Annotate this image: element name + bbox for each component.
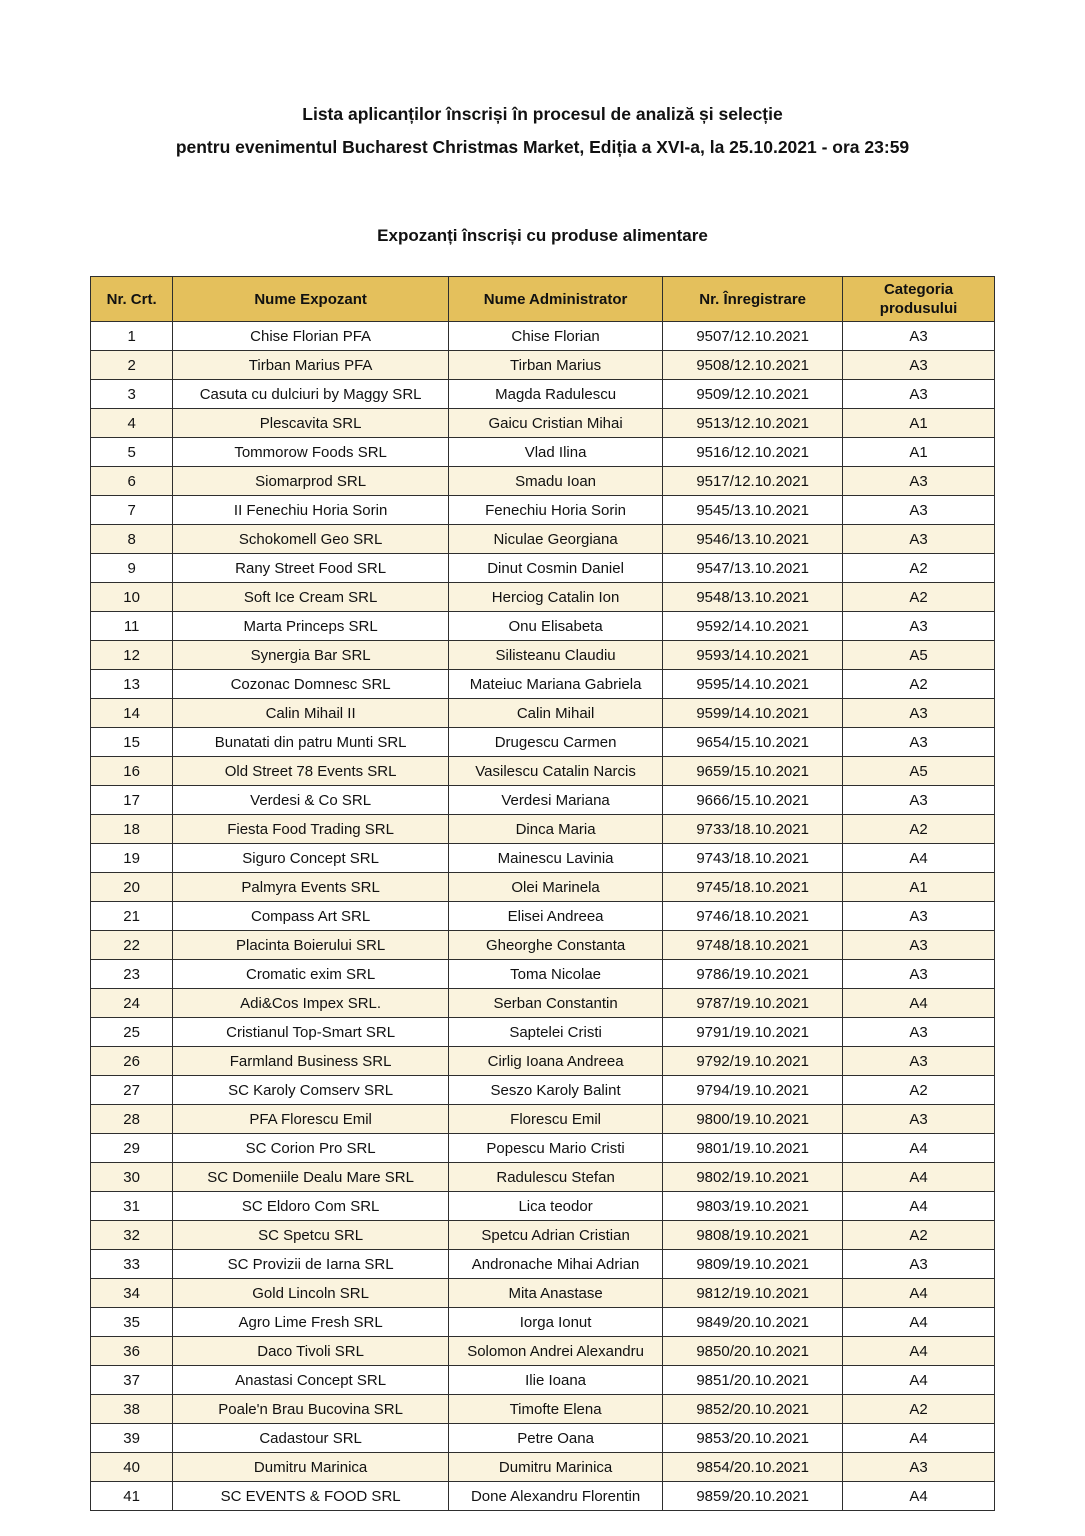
table-row bbox=[91, 728, 995, 757]
table-cell-nume-expozant: Calin Mihail II bbox=[173, 699, 449, 728]
table-row bbox=[91, 757, 995, 786]
table-row bbox=[91, 1018, 995, 1047]
table-cell-categoria-produsului: A2 bbox=[843, 670, 995, 699]
applicants-table bbox=[90, 276, 995, 1511]
table-cell-categoria-produsului: A3 bbox=[843, 699, 995, 728]
table-cell-categoria-produsului: A3 bbox=[843, 322, 995, 351]
table-cell-nume-expozant: Synergia Bar SRL bbox=[173, 641, 449, 670]
table-cell-nume-expozant: II Fenechiu Horia Sorin bbox=[173, 496, 449, 525]
table-cell-nr-inregistrare: 9787/19.10.2021 bbox=[663, 989, 843, 1018]
table-cell-categoria-produsului: A4 bbox=[843, 1337, 995, 1366]
table-cell-categoria-produsului: A3 bbox=[843, 1453, 995, 1482]
table-cell-nume-expozant: Soft Ice Cream SRL bbox=[173, 583, 449, 612]
table-cell-nr-crt: 11 bbox=[91, 612, 173, 641]
table-cell-nume-expozant: Cozonac Domnesc SRL bbox=[173, 670, 449, 699]
column-header-nume-administrator: Nume Administrator bbox=[448, 277, 662, 322]
table-cell-nume-expozant: Schokomell Geo SRL bbox=[173, 525, 449, 554]
table-cell-nr-inregistrare: 9850/20.10.2021 bbox=[663, 1337, 843, 1366]
table-cell-nume-expozant: Compass Art SRL bbox=[173, 902, 449, 931]
table-cell-nume-expozant: Siomarprod SRL bbox=[173, 467, 449, 496]
table-cell-nume-administrator: Solomon Andrei Alexandru bbox=[448, 1337, 662, 1366]
table-cell-nume-administrator: Mainescu Lavinia bbox=[448, 844, 662, 873]
table-cell-nr-crt: 41 bbox=[91, 1482, 173, 1511]
table-cell-nume-administrator: Dumitru Marinica bbox=[448, 1453, 662, 1482]
document-title-line1: Lista aplicanților înscriși în procesul de analiză și selecție bbox=[302, 104, 783, 124]
column-header-nr-inregistrare: Nr. Înregistrare bbox=[663, 277, 843, 322]
table-cell-nume-administrator: Iorga Ionut bbox=[448, 1308, 662, 1337]
table-cell-nume-expozant: Marta Princeps SRL bbox=[173, 612, 449, 641]
table-cell-nume-administrator: Herciog Catalin Ion bbox=[448, 583, 662, 612]
table-cell-nume-administrator: Smadu Ioan bbox=[448, 467, 662, 496]
table-cell-nr-crt: 17 bbox=[91, 786, 173, 815]
table-cell-categoria-produsului: A4 bbox=[843, 1308, 995, 1337]
table-cell-categoria-produsului: A3 bbox=[843, 1105, 995, 1134]
table-row bbox=[91, 931, 995, 960]
table-cell-categoria-produsului: A3 bbox=[843, 728, 995, 757]
table-row bbox=[91, 554, 995, 583]
table-cell-nr-crt: 14 bbox=[91, 699, 173, 728]
table-cell-nume-administrator: Dinca Maria bbox=[448, 815, 662, 844]
table-cell-categoria-produsului: A3 bbox=[843, 380, 995, 409]
table-cell-nr-crt: 12 bbox=[91, 641, 173, 670]
table-cell-nume-administrator: Seszo Karoly Balint bbox=[448, 1076, 662, 1105]
table-cell-nr-crt: 4 bbox=[91, 409, 173, 438]
table-cell-nume-administrator: Saptelei Cristi bbox=[448, 1018, 662, 1047]
table-row bbox=[91, 670, 995, 699]
table-cell-categoria-produsului: A2 bbox=[843, 583, 995, 612]
table-cell-categoria-produsului: A4 bbox=[843, 1163, 995, 1192]
table-cell-categoria-produsului: A1 bbox=[843, 409, 995, 438]
table-cell-nume-expozant: Bunatati din patru Munti SRL bbox=[173, 728, 449, 757]
table-cell-categoria-produsului: A4 bbox=[843, 1192, 995, 1221]
table-cell-categoria-produsului: A3 bbox=[843, 351, 995, 380]
table-cell-nr-inregistrare: 9517/12.10.2021 bbox=[663, 467, 843, 496]
table-cell-nr-inregistrare: 9849/20.10.2021 bbox=[663, 1308, 843, 1337]
table-cell-nr-inregistrare: 9654/15.10.2021 bbox=[663, 728, 843, 757]
table-row bbox=[91, 1308, 995, 1337]
table-cell-nr-crt: 31 bbox=[91, 1192, 173, 1221]
table-cell-nume-expozant: Daco Tivoli SRL bbox=[173, 1337, 449, 1366]
table-cell-categoria-produsului: A2 bbox=[843, 1221, 995, 1250]
table-cell-nume-expozant: SC Corion Pro SRL bbox=[173, 1134, 449, 1163]
table-row bbox=[91, 641, 995, 670]
table-cell-nr-crt: 35 bbox=[91, 1308, 173, 1337]
table-row bbox=[91, 960, 995, 989]
table-cell-nr-inregistrare: 9859/20.10.2021 bbox=[663, 1482, 843, 1511]
table-cell-nr-inregistrare: 9800/19.10.2021 bbox=[663, 1105, 843, 1134]
table-cell-nr-crt: 36 bbox=[91, 1337, 173, 1366]
table-cell-categoria-produsului: A3 bbox=[843, 612, 995, 641]
table-cell-nr-crt: 10 bbox=[91, 583, 173, 612]
table-cell-nume-administrator: Timofte Elena bbox=[448, 1395, 662, 1424]
table-row bbox=[91, 467, 995, 496]
table-cell-nr-inregistrare: 9548/13.10.2021 bbox=[663, 583, 843, 612]
table-cell-nume-administrator: Florescu Emil bbox=[448, 1105, 662, 1134]
table-cell-nume-administrator: Popescu Mario Cristi bbox=[448, 1134, 662, 1163]
table-cell-nr-crt: 28 bbox=[91, 1105, 173, 1134]
table-cell-nr-crt: 38 bbox=[91, 1395, 173, 1424]
table-row bbox=[91, 612, 995, 641]
table-cell-nume-administrator: Radulescu Stefan bbox=[448, 1163, 662, 1192]
table-cell-categoria-produsului: A4 bbox=[843, 1279, 995, 1308]
applicants-table-body bbox=[91, 322, 995, 1511]
table-cell-categoria-produsului: A5 bbox=[843, 641, 995, 670]
table-cell-nume-administrator: Magda Radulescu bbox=[448, 380, 662, 409]
table-row bbox=[91, 815, 995, 844]
document-title bbox=[0, 0, 1085, 164]
table-cell-nume-expozant: PFA Florescu Emil bbox=[173, 1105, 449, 1134]
table-cell-nr-inregistrare: 9748/18.10.2021 bbox=[663, 931, 843, 960]
table-cell-nume-expozant: SC Eldoro Com SRL bbox=[173, 1192, 449, 1221]
table-cell-nr-inregistrare: 9786/19.10.2021 bbox=[663, 960, 843, 989]
table-cell-nume-expozant: Palmyra Events SRL bbox=[173, 873, 449, 902]
table-row bbox=[91, 1395, 995, 1424]
table-cell-nume-administrator: Done Alexandru Florentin bbox=[448, 1482, 662, 1511]
section-subtitle: Expozanți înscriși cu produse alimentare bbox=[377, 226, 708, 245]
table-row bbox=[91, 1250, 995, 1279]
table-cell-nume-administrator: Drugescu Carmen bbox=[448, 728, 662, 757]
document-title-line2: pentru evenimentul Bucharest Christmas Market, Ediția a XVI-a, la 25.10.2021 - ora 23:59 bbox=[175, 137, 910, 157]
table-cell-categoria-produsului: A3 bbox=[843, 902, 995, 931]
table-row bbox=[91, 1047, 995, 1076]
table-row bbox=[91, 438, 995, 467]
table-cell-nume-expozant: Cristianul Top-Smart SRL bbox=[173, 1018, 449, 1047]
table-cell-nr-crt: 40 bbox=[91, 1453, 173, 1482]
table-cell-nr-inregistrare: 9546/13.10.2021 bbox=[663, 525, 843, 554]
table-cell-categoria-produsului: A3 bbox=[843, 786, 995, 815]
table-cell-nr-inregistrare: 9803/19.10.2021 bbox=[663, 1192, 843, 1221]
table-cell-nume-administrator: Gaicu Cristian Mihai bbox=[448, 409, 662, 438]
table-cell-nr-inregistrare: 9595/14.10.2021 bbox=[663, 670, 843, 699]
table-row bbox=[91, 1482, 995, 1511]
table-cell-nr-inregistrare: 9593/14.10.2021 bbox=[663, 641, 843, 670]
table-cell-nume-administrator: Olei Marinela bbox=[448, 873, 662, 902]
table-cell-nr-inregistrare: 9545/13.10.2021 bbox=[663, 496, 843, 525]
table-row bbox=[91, 525, 995, 554]
table-cell-nr-crt: 32 bbox=[91, 1221, 173, 1250]
table-cell-nr-crt: 19 bbox=[91, 844, 173, 873]
table-cell-nr-inregistrare: 9659/15.10.2021 bbox=[663, 757, 843, 786]
table-cell-nume-expozant: Cromatic exim SRL bbox=[173, 960, 449, 989]
table-cell-nr-crt: 26 bbox=[91, 1047, 173, 1076]
table-cell-nume-administrator: Dinut Cosmin Daniel bbox=[448, 554, 662, 583]
table-cell-categoria-produsului: A4 bbox=[843, 844, 995, 873]
table-cell-nr-inregistrare: 9809/19.10.2021 bbox=[663, 1250, 843, 1279]
table-cell-nr-inregistrare: 9792/19.10.2021 bbox=[663, 1047, 843, 1076]
table-cell-nume-expozant: Tirban Marius PFA bbox=[173, 351, 449, 380]
table-cell-nume-expozant: SC Provizii de Iarna SRL bbox=[173, 1250, 449, 1279]
table-cell-nr-inregistrare: 9508/12.10.2021 bbox=[663, 351, 843, 380]
applicants-table-header bbox=[91, 277, 995, 322]
table-row bbox=[91, 1453, 995, 1482]
table-cell-nr-inregistrare: 9746/18.10.2021 bbox=[663, 902, 843, 931]
table-cell-nume-expozant: Poale'n Brau Bucovina SRL bbox=[173, 1395, 449, 1424]
table-cell-categoria-produsului: A4 bbox=[843, 1134, 995, 1163]
table-cell-nr-crt: 23 bbox=[91, 960, 173, 989]
table-cell-nr-inregistrare: 9516/12.10.2021 bbox=[663, 438, 843, 467]
table-cell-nume-expozant: SC Karoly Comserv SRL bbox=[173, 1076, 449, 1105]
table-row bbox=[91, 1424, 995, 1453]
table-cell-nr-inregistrare: 9513/12.10.2021 bbox=[663, 409, 843, 438]
table-cell-nr-inregistrare: 9801/19.10.2021 bbox=[663, 1134, 843, 1163]
table-cell-nume-expozant: Adi&Cos Impex SRL. bbox=[173, 989, 449, 1018]
table-cell-nr-crt: 29 bbox=[91, 1134, 173, 1163]
table-row bbox=[91, 1163, 995, 1192]
table-cell-nume-administrator: Vasilescu Catalin Narcis bbox=[448, 757, 662, 786]
table-cell-nume-expozant: Fiesta Food Trading SRL bbox=[173, 815, 449, 844]
table-cell-nr-crt: 27 bbox=[91, 1076, 173, 1105]
table-cell-nr-inregistrare: 9808/19.10.2021 bbox=[663, 1221, 843, 1250]
table-cell-nr-crt: 2 bbox=[91, 351, 173, 380]
table-cell-nume-expozant: SC EVENTS & FOOD SRL bbox=[173, 1482, 449, 1511]
table-cell-nr-crt: 22 bbox=[91, 931, 173, 960]
table-cell-nume-administrator: Serban Constantin bbox=[448, 989, 662, 1018]
table-cell-nr-crt: 1 bbox=[91, 322, 173, 351]
table-row bbox=[91, 496, 995, 525]
table-cell-nume-expozant: Gold Lincoln SRL bbox=[173, 1279, 449, 1308]
table-cell-nume-administrator: Ilie Ioana bbox=[448, 1366, 662, 1395]
table-cell-nume-expozant: Verdesi & Co SRL bbox=[173, 786, 449, 815]
table-cell-nr-inregistrare: 9794/19.10.2021 bbox=[663, 1076, 843, 1105]
table-cell-nume-expozant: Old Street 78 Events SRL bbox=[173, 757, 449, 786]
table-cell-categoria-produsului: A2 bbox=[843, 815, 995, 844]
table-cell-nume-expozant: Rany Street Food SRL bbox=[173, 554, 449, 583]
table-cell-nr-crt: 39 bbox=[91, 1424, 173, 1453]
table-cell-nr-crt: 24 bbox=[91, 989, 173, 1018]
table-cell-nr-inregistrare: 9745/18.10.2021 bbox=[663, 873, 843, 902]
table-row bbox=[91, 1279, 995, 1308]
table-cell-nume-expozant: Siguro Concept SRL bbox=[173, 844, 449, 873]
table-cell-nume-administrator: Tirban Marius bbox=[448, 351, 662, 380]
table-cell-nr-inregistrare: 9666/15.10.2021 bbox=[663, 786, 843, 815]
table-cell-nume-administrator: Verdesi Mariana bbox=[448, 786, 662, 815]
table-cell-nume-administrator: Lica teodor bbox=[448, 1192, 662, 1221]
table-cell-nume-expozant: Casuta cu dulciuri by Maggy SRL bbox=[173, 380, 449, 409]
table-cell-nume-administrator: Mita Anastase bbox=[448, 1279, 662, 1308]
table-cell-categoria-produsului: A1 bbox=[843, 873, 995, 902]
table-cell-nr-inregistrare: 9851/20.10.2021 bbox=[663, 1366, 843, 1395]
table-row bbox=[91, 1105, 995, 1134]
table-cell-nr-crt: 7 bbox=[91, 496, 173, 525]
table-row bbox=[91, 1076, 995, 1105]
table-cell-nr-crt: 16 bbox=[91, 757, 173, 786]
table-cell-nume-expozant: SC Spetcu SRL bbox=[173, 1221, 449, 1250]
table-cell-nume-administrator: Chise Florian bbox=[448, 322, 662, 351]
column-header-nume-expozant: Nume Expozant bbox=[173, 277, 449, 322]
table-cell-nr-inregistrare: 9802/19.10.2021 bbox=[663, 1163, 843, 1192]
table-row bbox=[91, 873, 995, 902]
table-cell-categoria-produsului: A2 bbox=[843, 1076, 995, 1105]
table-cell-categoria-produsului: A4 bbox=[843, 1482, 995, 1511]
table-cell-categoria-produsului: A4 bbox=[843, 989, 995, 1018]
table-cell-nr-crt: 9 bbox=[91, 554, 173, 583]
table-cell-nume-administrator: Calin Mihail bbox=[448, 699, 662, 728]
table-cell-nr-inregistrare: 9509/12.10.2021 bbox=[663, 380, 843, 409]
table-row bbox=[91, 1134, 995, 1163]
table-cell-nume-administrator: Petre Oana bbox=[448, 1424, 662, 1453]
table-cell-nume-expozant: Anastasi Concept SRL bbox=[173, 1366, 449, 1395]
column-header-categoria-produsului: Categoria produsului bbox=[843, 277, 995, 322]
table-cell-nr-crt: 5 bbox=[91, 438, 173, 467]
header-row bbox=[91, 277, 995, 322]
table-cell-categoria-produsului: A3 bbox=[843, 1018, 995, 1047]
table-cell-categoria-produsului: A3 bbox=[843, 467, 995, 496]
table-cell-nume-expozant: Chise Florian PFA bbox=[173, 322, 449, 351]
table-row bbox=[91, 699, 995, 728]
table-cell-nume-administrator: Toma Nicolae bbox=[448, 960, 662, 989]
table-row bbox=[91, 583, 995, 612]
table-cell-nr-crt: 37 bbox=[91, 1366, 173, 1395]
table-cell-nume-expozant: Placinta Boierului SRL bbox=[173, 931, 449, 960]
table-cell-categoria-produsului: A3 bbox=[843, 1250, 995, 1279]
table-cell-nr-crt: 30 bbox=[91, 1163, 173, 1192]
table-cell-nume-administrator: Silisteanu Claudiu bbox=[448, 641, 662, 670]
table-cell-categoria-produsului: A3 bbox=[843, 931, 995, 960]
table-cell-nr-inregistrare: 9853/20.10.2021 bbox=[663, 1424, 843, 1453]
table-cell-nume-expozant: Agro Lime Fresh SRL bbox=[173, 1308, 449, 1337]
table-cell-nr-crt: 15 bbox=[91, 728, 173, 757]
table-cell-nr-crt: 6 bbox=[91, 467, 173, 496]
table-cell-nr-inregistrare: 9599/14.10.2021 bbox=[663, 699, 843, 728]
column-header-nr-crt: Nr. Crt. bbox=[91, 277, 173, 322]
table-row bbox=[91, 786, 995, 815]
table-cell-categoria-produsului: A2 bbox=[843, 554, 995, 583]
table-cell-nr-inregistrare: 9791/19.10.2021 bbox=[663, 1018, 843, 1047]
table-cell-nr-crt: 3 bbox=[91, 380, 173, 409]
table-cell-nume-administrator: Onu Elisabeta bbox=[448, 612, 662, 641]
table-cell-nume-expozant: Tommorow Foods SRL bbox=[173, 438, 449, 467]
table-cell-nr-crt: 13 bbox=[91, 670, 173, 699]
table-cell-nr-crt: 18 bbox=[91, 815, 173, 844]
table-cell-nr-crt: 34 bbox=[91, 1279, 173, 1308]
table-cell-categoria-produsului: A1 bbox=[843, 438, 995, 467]
table-row bbox=[91, 844, 995, 873]
table-cell-nr-inregistrare: 9592/14.10.2021 bbox=[663, 612, 843, 641]
table-cell-nr-inregistrare: 9547/13.10.2021 bbox=[663, 554, 843, 583]
table-cell-categoria-produsului: A4 bbox=[843, 1424, 995, 1453]
table-cell-categoria-produsului: A3 bbox=[843, 960, 995, 989]
table-cell-nr-inregistrare: 9852/20.10.2021 bbox=[663, 1395, 843, 1424]
table-cell-nume-expozant: Dumitru Marinica bbox=[173, 1453, 449, 1482]
table-row bbox=[91, 989, 995, 1018]
table-cell-nr-inregistrare: 9733/18.10.2021 bbox=[663, 815, 843, 844]
table-cell-nr-crt: 8 bbox=[91, 525, 173, 554]
table-cell-nume-expozant: SC Domeniile Dealu Mare SRL bbox=[173, 1163, 449, 1192]
table-cell-nr-crt: 20 bbox=[91, 873, 173, 902]
table-cell-categoria-produsului: A5 bbox=[843, 757, 995, 786]
table-row bbox=[91, 409, 995, 438]
table-cell-nr-crt: 33 bbox=[91, 1250, 173, 1279]
table-cell-nume-administrator: Elisei Andreea bbox=[448, 902, 662, 931]
table-cell-nr-inregistrare: 9743/18.10.2021 bbox=[663, 844, 843, 873]
table-cell-nr-crt: 25 bbox=[91, 1018, 173, 1047]
table-cell-nume-expozant: Cadastour SRL bbox=[173, 1424, 449, 1453]
table-cell-nr-inregistrare: 9812/19.10.2021 bbox=[663, 1279, 843, 1308]
table-cell-nume-administrator: Mateiuc Mariana Gabriela bbox=[448, 670, 662, 699]
table-row bbox=[91, 351, 995, 380]
table-cell-nume-administrator: Andronache Mihai Adrian bbox=[448, 1250, 662, 1279]
table-cell-nr-crt: 21 bbox=[91, 902, 173, 931]
table-row bbox=[91, 1337, 995, 1366]
table-row bbox=[91, 322, 995, 351]
table-cell-nume-administrator: Vlad Ilina bbox=[448, 438, 662, 467]
table-cell-categoria-produsului: A3 bbox=[843, 1047, 995, 1076]
table-cell-categoria-produsului: A4 bbox=[843, 1366, 995, 1395]
table-cell-nume-administrator: Niculae Georgiana bbox=[448, 525, 662, 554]
table-cell-nr-inregistrare: 9507/12.10.2021 bbox=[663, 322, 843, 351]
table-cell-nume-expozant: Plescavita SRL bbox=[173, 409, 449, 438]
table-row bbox=[91, 1192, 995, 1221]
table-cell-categoria-produsului: A3 bbox=[843, 496, 995, 525]
table-row bbox=[91, 1366, 995, 1395]
table-cell-nume-administrator: Fenechiu Horia Sorin bbox=[448, 496, 662, 525]
table-cell-categoria-produsului: A3 bbox=[843, 525, 995, 554]
table-cell-nume-expozant: Farmland Business SRL bbox=[173, 1047, 449, 1076]
table-cell-nume-administrator: Cirlig Ioana Andreea bbox=[448, 1047, 662, 1076]
table-cell-categoria-produsului: A2 bbox=[843, 1395, 995, 1424]
table-cell-nume-administrator: Gheorghe Constanta bbox=[448, 931, 662, 960]
table-row bbox=[91, 380, 995, 409]
table-row bbox=[91, 1221, 995, 1250]
table-cell-nr-inregistrare: 9854/20.10.2021 bbox=[663, 1453, 843, 1482]
table-row bbox=[91, 902, 995, 931]
table-cell-nume-administrator: Spetcu Adrian Cristian bbox=[448, 1221, 662, 1250]
